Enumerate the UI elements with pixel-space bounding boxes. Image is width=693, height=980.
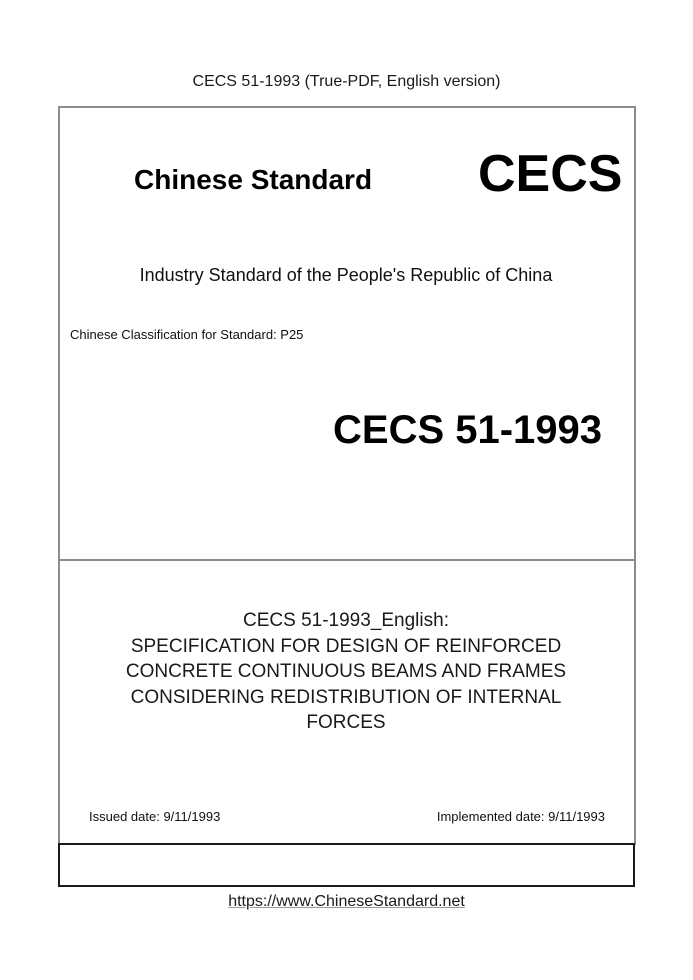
cecs-logo-text: CECS — [478, 145, 623, 203]
bottom-empty-box — [58, 843, 635, 887]
title-line: FORCES — [306, 712, 386, 733]
title-line: CONCRETE CONTINUOUS BEAMS AND FRAMES — [125, 661, 567, 682]
document-title — [58, 608, 634, 736]
classification-label: Chinese Classification for Standard: P25 — [70, 327, 304, 342]
title-line: CONSIDERING REDISTRIBUTION OF INTERNAL — [130, 686, 562, 708]
standard-number: CECS 51-1993 — [333, 408, 603, 452]
document-header-title: CECS 51-1993 (True-PDF, English version) — [192, 73, 501, 90]
title-line: SPECIFICATION FOR DESIGN OF REINFORCED — [130, 635, 562, 657]
footer — [0, 892, 693, 912]
section-divider — [58, 559, 634, 561]
chinese-standard-label: Chinese Standard — [134, 164, 373, 195]
title-line: CECS 51-1993_English: — [243, 610, 449, 631]
industry-standard-line: Industry Standard of the People's Republic of China — [139, 265, 553, 285]
implemented-date: Implemented date: 9/11/1993 — [436, 809, 605, 824]
issued-date: Issued date: 9/11/1993 — [89, 809, 221, 824]
website-link[interactable]: https://www.ChineseStandard.net — [228, 893, 465, 910]
